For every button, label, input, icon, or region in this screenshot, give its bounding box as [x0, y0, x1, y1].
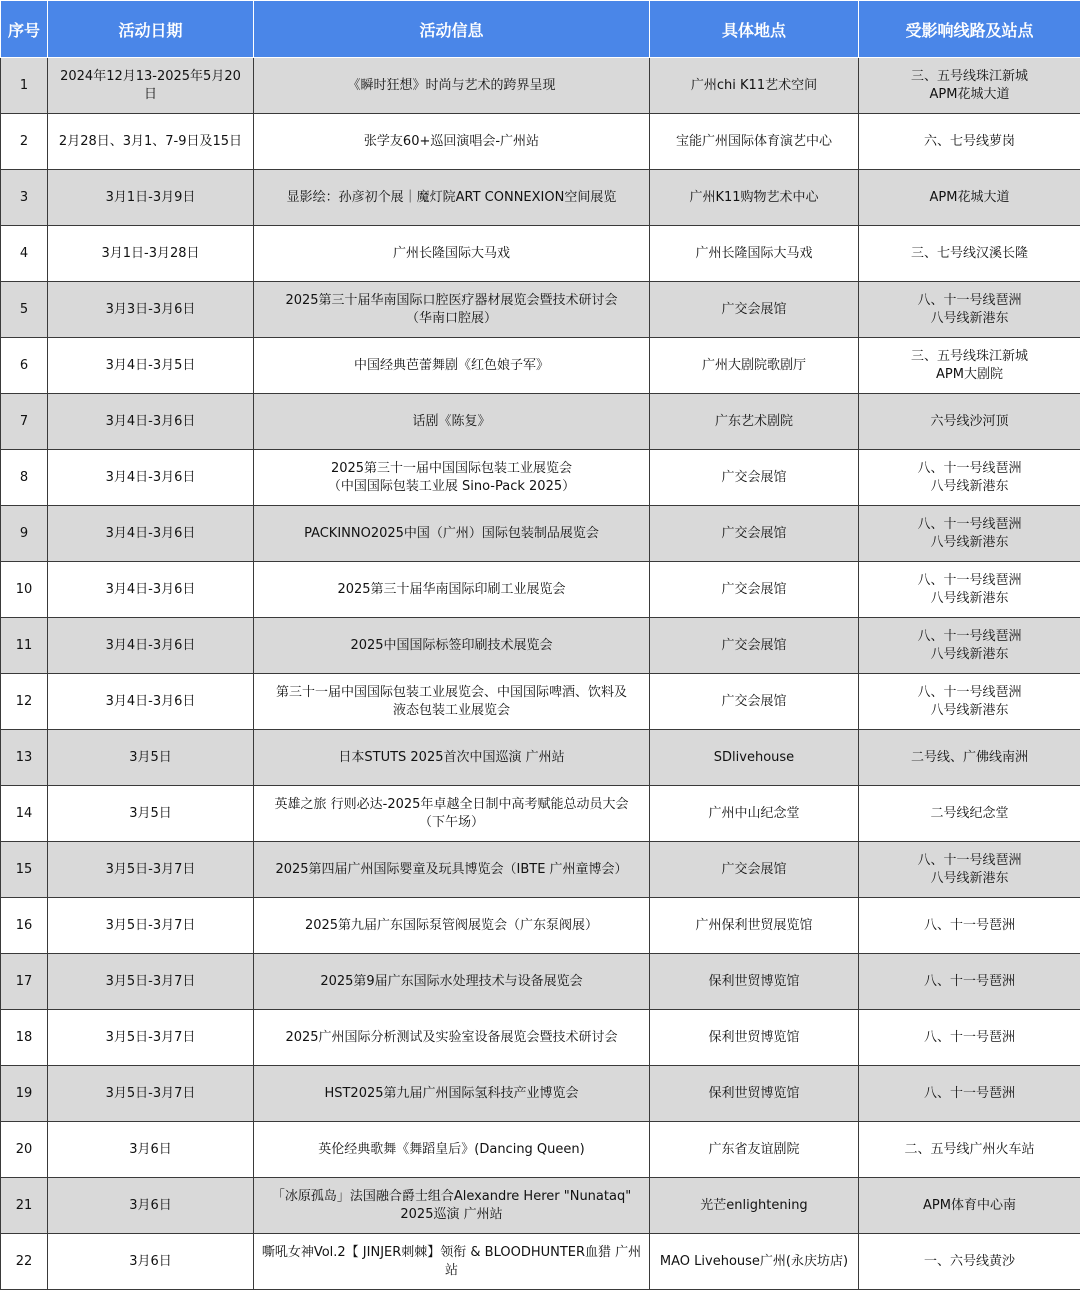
- cell-event-info: [254, 394, 650, 450]
- cell-event-info-line: 英雄之旅 行则必达-2025年卓越全日制中高考赋能总动员大会: [274, 796, 629, 812]
- header-affected-lines: 受影响线路及站点: [859, 1, 1080, 58]
- cell-event-info: [254, 898, 650, 954]
- table-row: [1, 394, 1080, 450]
- cell-location-line: 广交会展馆: [721, 469, 787, 485]
- cell-location: [650, 114, 859, 170]
- cell-affected-lines-line: 八号线新港东: [930, 870, 1009, 886]
- cell-event-info: [254, 954, 650, 1010]
- cell-event-info-line: 英伦经典歌舞《舞蹈皇后》(Dancing Queen): [318, 1141, 585, 1157]
- cell-date: 3月6日: [48, 1234, 254, 1290]
- cell-location-line: 保利世贸博览馆: [708, 1029, 800, 1045]
- cell-location-line: 广交会展馆: [721, 861, 787, 877]
- cell-affected-lines: [859, 1122, 1080, 1178]
- cell-location-line: 广交会展馆: [721, 693, 787, 709]
- cell-event-info: [254, 114, 650, 170]
- cell-event-info-line: 2025第三十届华南国际口腔医疗器材展览会暨技术研讨会: [285, 292, 618, 308]
- cell-event-info-line: 话剧《陈复》: [412, 413, 491, 429]
- cell-location-line: 广州大剧院歌剧厅: [701, 357, 806, 373]
- cell-location-line: 保利世贸博览馆: [708, 973, 800, 989]
- cell-date: 3月6日: [48, 1178, 254, 1234]
- cell-event-info: [254, 730, 650, 786]
- cell-event-info-line: 第三十一届中国国际包装工业展览会、中国国际啤酒、饮料及: [275, 684, 627, 700]
- table-body: [1, 58, 1080, 1290]
- cell-affected-lines-line: 三、五号线珠江新城: [910, 348, 1028, 364]
- cell-index: 1: [1, 58, 48, 114]
- cell-date: 3月4日-3月6日: [48, 450, 254, 506]
- cell-index: 22: [1, 1234, 48, 1290]
- cell-location: [650, 786, 859, 842]
- cell-location: [650, 618, 859, 674]
- cell-affected-lines: [859, 506, 1080, 562]
- cell-location: [650, 1178, 859, 1234]
- cell-index: 15: [1, 842, 48, 898]
- cell-location: [650, 562, 859, 618]
- cell-affected-lines: [859, 58, 1080, 114]
- cell-index: 20: [1, 1122, 48, 1178]
- cell-event-info: [254, 1066, 650, 1122]
- cell-affected-lines-line: 六号线沙河顶: [930, 413, 1009, 429]
- cell-affected-lines-line: 八、十一号线琶洲: [917, 852, 1022, 868]
- cell-affected-lines-line: APM体育中心南: [923, 1197, 1016, 1213]
- cell-date: 2024年12月13-2025年5月20日: [48, 58, 254, 114]
- cell-location: [650, 674, 859, 730]
- cell-affected-lines: [859, 282, 1080, 338]
- cell-index: 9: [1, 506, 48, 562]
- table-row: [1, 898, 1080, 954]
- cell-event-info-line: 2025第9届广东国际水处理技术与设备展览会: [320, 973, 583, 989]
- cell-date: 3月6日: [48, 1122, 254, 1178]
- cell-index: 18: [1, 1010, 48, 1066]
- cell-event-info-line: 2025广州国际分析测试及实验室设备展览会暨技术研讨会: [285, 1029, 618, 1045]
- cell-event-info-line: 液态包装工业展览会: [392, 702, 510, 718]
- cell-affected-lines-line: 八号线新港东: [930, 702, 1009, 718]
- cell-date: 3月5日: [48, 786, 254, 842]
- cell-event-info: [254, 562, 650, 618]
- cell-event-info-line: 《瞬时狂想》时尚与艺术的跨界呈现: [347, 77, 556, 93]
- cell-location: [650, 1010, 859, 1066]
- cell-location-line: SDlivehouse: [713, 749, 795, 765]
- cell-index: 10: [1, 562, 48, 618]
- cell-location-line: 广州保利世贸展览馆: [695, 917, 813, 933]
- cell-affected-lines: [859, 562, 1080, 618]
- table-row: [1, 338, 1080, 394]
- table-row: [1, 506, 1080, 562]
- cell-event-info-line: 显影绘：孙彦初个展｜魔灯院ART CONNEXION空间展览: [286, 189, 617, 205]
- cell-date: 3月1日-3月28日: [48, 226, 254, 282]
- cell-location: [650, 730, 859, 786]
- cell-affected-lines-line: 八、十一号琶洲: [923, 1085, 1015, 1101]
- cell-affected-lines: [859, 394, 1080, 450]
- cell-event-info: [254, 842, 650, 898]
- cell-affected-lines-line: 八、十一号线琶洲: [917, 684, 1022, 700]
- cell-affected-lines-line: 二号线、广佛线南洲: [910, 749, 1028, 765]
- cell-affected-lines-line: 一、六号线黄沙: [923, 1253, 1015, 1269]
- cell-location-line: 广州K11购物艺术中心: [689, 189, 819, 205]
- cell-affected-lines: [859, 618, 1080, 674]
- cell-event-info-line: PACKINNO2025中国（广州）国际包装制品展览会: [304, 525, 599, 541]
- cell-affected-lines: [859, 114, 1080, 170]
- cell-date: 3月5日-3月7日: [48, 1010, 254, 1066]
- cell-affected-lines-line: 八号线新港东: [930, 646, 1009, 662]
- cell-event-info: [254, 450, 650, 506]
- cell-index: 6: [1, 338, 48, 394]
- cell-affected-lines-line: APM花城大道: [929, 189, 1010, 205]
- cell-event-info-line: 广州长隆国际大马戏: [392, 245, 510, 261]
- cell-location-line: 光芒enlightening: [700, 1197, 808, 1213]
- cell-event-info: [254, 1122, 650, 1178]
- cell-event-info: [254, 1010, 650, 1066]
- cell-date: 3月5日-3月7日: [48, 954, 254, 1010]
- cell-index: 5: [1, 282, 48, 338]
- cell-affected-lines-line: 二号线纪念堂: [930, 805, 1009, 821]
- cell-location: [650, 506, 859, 562]
- cell-event-info-line: 日本STUTS 2025首次中国巡演 广州站: [338, 749, 565, 765]
- cell-location-line: 广州长隆国际大马戏: [695, 245, 813, 261]
- cell-event-info-line: 2025第三十届华南国际印刷工业展览会: [337, 581, 566, 597]
- table-row: [1, 618, 1080, 674]
- cell-date: 2月28日、3月1、7-9日及15日: [48, 114, 254, 170]
- cell-location: [650, 338, 859, 394]
- cell-event-info-line: 2025中国国际标签印刷技术展览会: [350, 637, 553, 653]
- cell-index: 4: [1, 226, 48, 282]
- table-row: [1, 730, 1080, 786]
- cell-affected-lines-line: APM花城大道: [929, 86, 1010, 102]
- cell-affected-lines-line: 八、十一号线琶洲: [917, 572, 1022, 588]
- table-row: [1, 450, 1080, 506]
- cell-date: 3月4日-3月6日: [48, 674, 254, 730]
- table-row: [1, 58, 1080, 114]
- cell-event-info: [254, 674, 650, 730]
- cell-date: 3月4日-3月6日: [48, 562, 254, 618]
- table-row: [1, 1122, 1080, 1178]
- cell-affected-lines-line: 八号线新港东: [930, 478, 1009, 494]
- cell-index: 13: [1, 730, 48, 786]
- cell-date: 3月4日-3月5日: [48, 338, 254, 394]
- cell-location-line: 广州chi K11艺术空间: [690, 77, 818, 93]
- cell-location: [650, 842, 859, 898]
- cell-event-info: [254, 1178, 650, 1234]
- cell-event-info-line: 2025巡演 广州站: [400, 1206, 503, 1222]
- cell-location-line: 广交会展馆: [721, 581, 787, 597]
- cell-date: 3月4日-3月6日: [48, 506, 254, 562]
- cell-affected-lines: [859, 674, 1080, 730]
- cell-index: 3: [1, 170, 48, 226]
- cell-location-line: 广东省友谊剧院: [708, 1141, 800, 1157]
- cell-affected-lines-line: 八号线新港东: [930, 534, 1009, 550]
- cell-date: 3月3日-3月6日: [48, 282, 254, 338]
- table-row: [1, 1066, 1080, 1122]
- cell-affected-lines-line: 三、七号线汉溪长隆: [910, 245, 1028, 261]
- cell-event-info-line: 中国经典芭蕾舞剧《红色娘子军》: [353, 357, 549, 373]
- table-row: [1, 226, 1080, 282]
- cell-event-info-line: 站: [444, 1262, 458, 1278]
- cell-event-info: [254, 506, 650, 562]
- cell-location: [650, 1066, 859, 1122]
- cell-event-info: [254, 1234, 650, 1290]
- cell-event-info: [254, 338, 650, 394]
- cell-event-info: [254, 226, 650, 282]
- cell-affected-lines: [859, 954, 1080, 1010]
- cell-affected-lines: [859, 842, 1080, 898]
- cell-affected-lines: [859, 730, 1080, 786]
- cell-event-info: [254, 170, 650, 226]
- cell-location-line: MAO Livehouse广州(永庆坊店): [659, 1253, 849, 1269]
- header-date: 活动日期: [48, 1, 254, 58]
- table-row: [1, 786, 1080, 842]
- cell-affected-lines-line: 三、五号线珠江新城: [910, 68, 1028, 84]
- table-row: [1, 114, 1080, 170]
- cell-index: 16: [1, 898, 48, 954]
- cell-location-line: 广州中山纪念堂: [708, 805, 800, 821]
- table-row: [1, 1010, 1080, 1066]
- cell-location: [650, 1122, 859, 1178]
- cell-affected-lines: [859, 1010, 1080, 1066]
- cell-affected-lines-line: 六、七号线萝岗: [923, 133, 1015, 149]
- table-row: [1, 1234, 1080, 1290]
- cell-location: [650, 954, 859, 1010]
- cell-date: 3月5日: [48, 730, 254, 786]
- cell-event-info-line: 张学友60+巡回演唱会-广州站: [363, 133, 540, 149]
- header-row: [1, 1, 1080, 58]
- table-row: [1, 674, 1080, 730]
- cell-location-line: 广交会展馆: [721, 525, 787, 541]
- cell-location: [650, 58, 859, 114]
- cell-affected-lines: [859, 450, 1080, 506]
- cell-index: 8: [1, 450, 48, 506]
- cell-affected-lines-line: 八、十一号线琶洲: [917, 292, 1022, 308]
- cell-date: 3月1日-3月9日: [48, 170, 254, 226]
- header-location: 具体地点: [650, 1, 859, 58]
- cell-event-info: [254, 58, 650, 114]
- table-row: [1, 842, 1080, 898]
- cell-affected-lines: [859, 338, 1080, 394]
- cell-affected-lines-line: 八号线新港东: [930, 310, 1009, 326]
- cell-date: 3月5日-3月7日: [48, 898, 254, 954]
- cell-event-info: [254, 618, 650, 674]
- cell-affected-lines: [859, 1066, 1080, 1122]
- header-event-info: 活动信息: [254, 1, 650, 58]
- cell-index: 17: [1, 954, 48, 1010]
- cell-event-info-line: 「冰原孤岛」法国融合爵士组合Alexandre Herer "Nunataq": [271, 1188, 632, 1204]
- table-row: [1, 170, 1080, 226]
- cell-affected-lines: [859, 898, 1080, 954]
- cell-index: 2: [1, 114, 48, 170]
- cell-affected-lines-line: 八、十一号线琶洲: [917, 460, 1022, 476]
- cell-affected-lines-line: 二、五号线广州火车站: [904, 1141, 1035, 1157]
- table-row: [1, 562, 1080, 618]
- cell-affected-lines: [859, 1234, 1080, 1290]
- cell-event-info-line: （下午场）: [418, 814, 484, 830]
- cell-affected-lines-line: 八、十一号线琶洲: [917, 516, 1022, 532]
- table-row: [1, 1178, 1080, 1234]
- cell-location: [650, 898, 859, 954]
- cell-event-info-line: 2025第九届广东国际泵管阀展览会（广东泵阀展）: [304, 917, 599, 933]
- cell-location: [650, 170, 859, 226]
- cell-affected-lines-line: APM大剧院: [936, 366, 1003, 382]
- cell-event-info-line: （华南口腔展）: [405, 310, 497, 326]
- cell-affected-lines: [859, 170, 1080, 226]
- cell-location: [650, 282, 859, 338]
- cell-index: 12: [1, 674, 48, 730]
- cell-index: 21: [1, 1178, 48, 1234]
- cell-affected-lines-line: 八、十一号琶洲: [923, 917, 1015, 933]
- cell-event-info-line: 2025第三十一届中国国际包装工业展览会: [330, 460, 573, 476]
- cell-location: [650, 394, 859, 450]
- cell-affected-lines-line: 八、十一号琶洲: [923, 973, 1015, 989]
- cell-index: 7: [1, 394, 48, 450]
- table-row: [1, 282, 1080, 338]
- header-index: 序号: [1, 1, 48, 58]
- cell-event-info-line: （中国国际包装工业展 Sino-Pack 2025）: [327, 478, 576, 494]
- cell-location: [650, 450, 859, 506]
- cell-index: 11: [1, 618, 48, 674]
- table-row: [1, 954, 1080, 1010]
- cell-event-info-line: 2025第四届广州国际婴童及玩具博览会（IBTE 广州童博会）: [275, 861, 628, 877]
- cell-affected-lines-line: 八号线新港东: [930, 590, 1009, 606]
- cell-affected-lines: [859, 226, 1080, 282]
- table-header: [1, 1, 1080, 58]
- cell-index: 14: [1, 786, 48, 842]
- cell-location-line: 广交会展馆: [721, 637, 787, 653]
- cell-date: 3月4日-3月6日: [48, 394, 254, 450]
- cell-date: 3月5日-3月7日: [48, 1066, 254, 1122]
- cell-affected-lines-line: 八、十一号线琶洲: [917, 628, 1022, 644]
- cell-date: 3月4日-3月6日: [48, 618, 254, 674]
- cell-index: 19: [1, 1066, 48, 1122]
- cell-location-line: 宝能广州国际体育演艺中心: [675, 133, 832, 149]
- cell-affected-lines: [859, 1178, 1080, 1234]
- cell-event-info: [254, 282, 650, 338]
- cell-affected-lines: [859, 786, 1080, 842]
- cell-event-info-line: 嘶吼女神Vol.2【 JINJER刺棘】领衔 & BLOODHUNTER血猎 广州: [261, 1244, 642, 1260]
- cell-location: [650, 1234, 859, 1290]
- cell-location-line: 广交会展馆: [721, 301, 787, 317]
- cell-date: 3月5日-3月7日: [48, 842, 254, 898]
- cell-location: [650, 226, 859, 282]
- cell-location-line: 保利世贸博览馆: [708, 1085, 800, 1101]
- cell-location-line: 广东艺术剧院: [714, 413, 793, 429]
- cell-event-info: [254, 786, 650, 842]
- cell-event-info-line: HST2025第九届广州国际氢科技产业博览会: [324, 1085, 579, 1101]
- cell-affected-lines-line: 八、十一号琶洲: [923, 1029, 1015, 1045]
